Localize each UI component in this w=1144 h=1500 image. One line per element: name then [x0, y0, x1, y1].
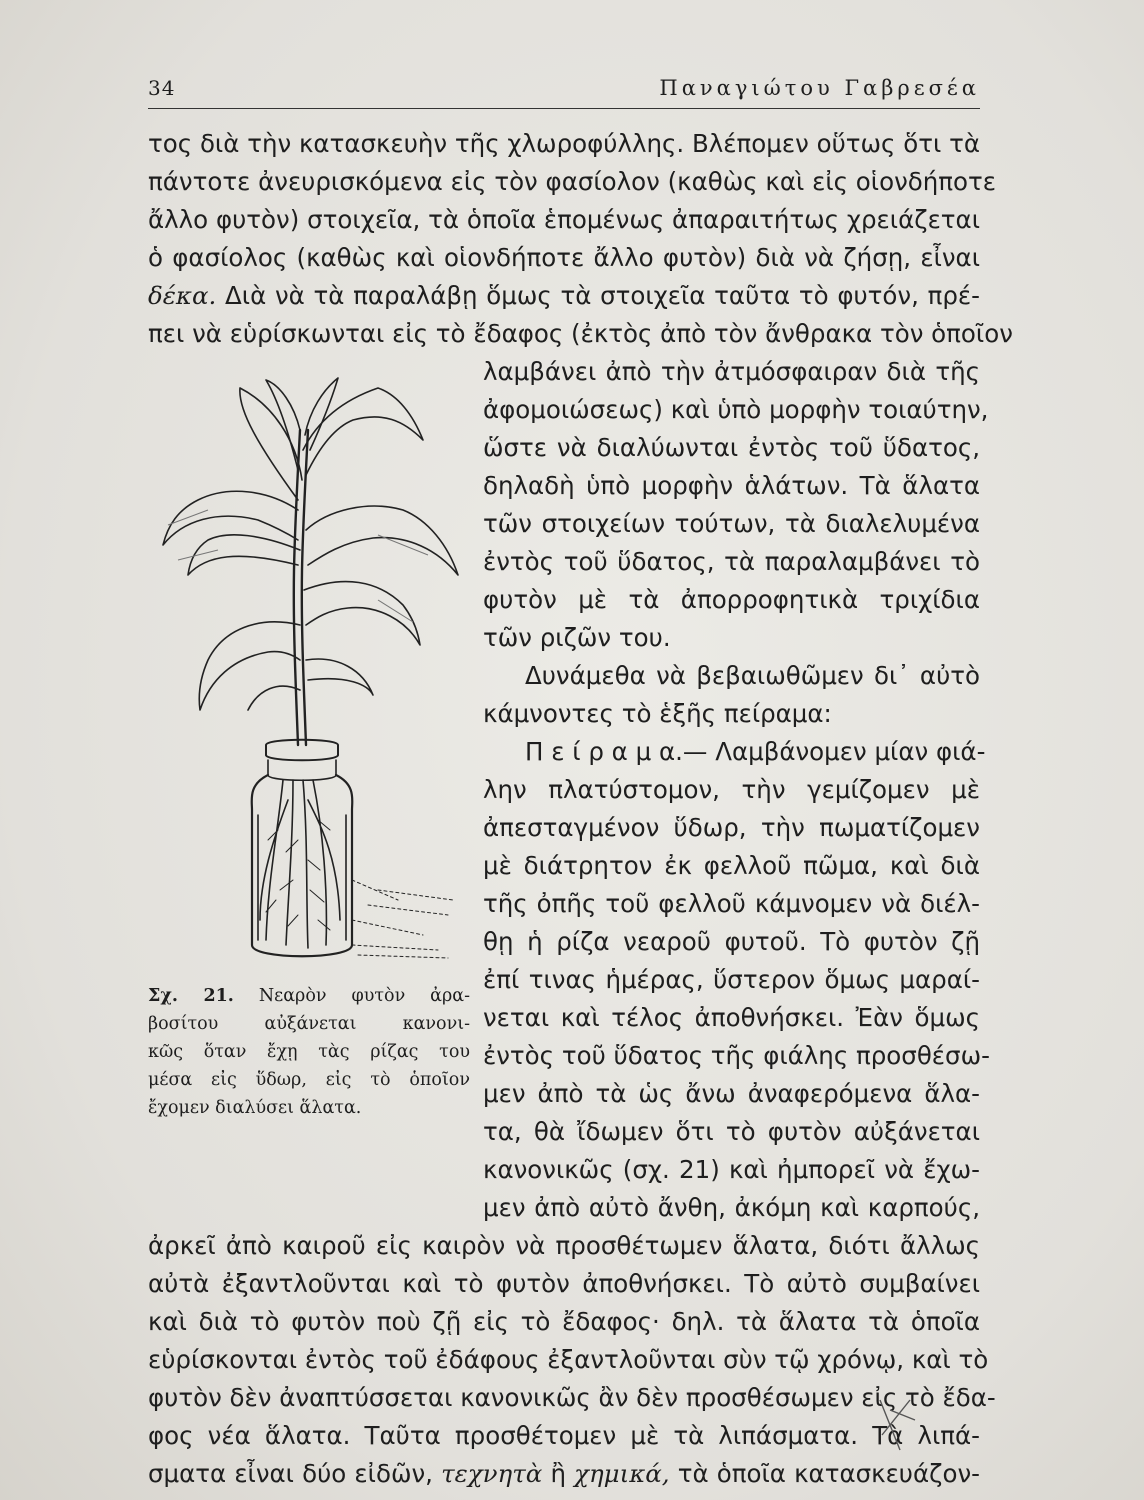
text-line: μεν ἀπὸ αὐτὸ ἄνθη, ἀκόμη καὶ καρπούς,: [483, 1193, 980, 1222]
text-line: νεται καὶ τέλος ἀποθνήσκει. Ἐὰν ὅμως: [483, 1003, 980, 1032]
text-line: φυτὸν δὲν ἀναπτύσσεται κανονικῶς ἂν δὲν προσθέσωμεν εἰς τὸ ἔδα-: [148, 1383, 996, 1412]
text-span: Διὰ νὰ τὰ παραλάβῃ ὅμως τὰ στοιχεῖα ταῦτα τὸ φυτόν, πρέ-: [216, 281, 980, 310]
text-line: κανονικῶς (σχ. 21) καὶ ἠμπορεῖ νὰ ἔχω-: [483, 1155, 980, 1184]
text-line: ἐντὸς τοῦ ὕδατος τῆς φιάλης προσθέσω-: [483, 1041, 990, 1070]
text-line: ἐπί τινας ἡμέρας, ὕστερον ὅμως μαραί-: [483, 965, 980, 994]
text-span: ἢ: [542, 1459, 575, 1488]
text-line: ὁ φασίολος (καθὼς καὶ οἱονδήποτε ἄλλο φυτὸν) διὰ νὰ ζήσῃ, εἶναι: [148, 243, 980, 272]
text-line: δηλαδὴ ὑπὸ μορφὴν ἁλάτων. Τὰ ἅλατα: [483, 471, 980, 500]
text-line: φυτὸν μὲ τὰ ἀπορροφητικὰ τριχίδια: [483, 585, 980, 614]
text-line: αὐτὰ ἐξαντλοῦνται καὶ τὸ φυτὸν ἀποθνήσκει. Τὸ αὐτὸ συμβαίνει: [148, 1269, 980, 1298]
caption-line: μέσα εἰς ὕδωρ, εἰς τὸ ὁποῖον: [148, 1070, 470, 1090]
page-header: [148, 74, 980, 109]
text-line: φος νέα ἅλατα. Ταῦτα προσθέτομεν μὲ τὰ λιπάσματα. Τὰ λιπά-: [148, 1421, 980, 1450]
text-line: ἄλλο φυτὸν) στοιχεῖα, τὰ ὁποῖα ἑπομένως ἀπαραιτήτως χρειάζεται: [148, 205, 980, 234]
text-line: Π ε ί ρ α μ α.— Λαμβάνομεν μίαν φιά-: [525, 737, 986, 766]
text-line: [148, 278, 980, 314]
page-number: 34: [148, 76, 176, 100]
italic-word: τεχνητὰ: [441, 1459, 543, 1488]
corn-plant-in-bottle-illustration: [148, 360, 478, 975]
text-line: τα, θὰ ἴδωμεν ὅτι τὸ φυτὸν αὐξάνεται: [483, 1117, 980, 1146]
caption-line: βοσίτου αὐξάνεται κανονι-: [148, 1014, 470, 1034]
text-line: ἐντὸς τοῦ ὕδατος, τὰ παραλαμβάνει τὸ: [483, 547, 980, 576]
running-head: Παναγιώτου Γαβρεσέα: [659, 76, 980, 100]
figure-caption: [148, 982, 470, 1122]
text-line: λαμβάνει ἀπὸ τὴν ἀτμόσφαιραν διὰ τῆς: [483, 357, 980, 386]
caption-line: [148, 982, 470, 1010]
text-line: πάντοτε ἀνευρισκόμενα εἰς τὸν φασίολον (καθὼς καὶ εἰς οἱονδήποτε: [148, 167, 997, 196]
text-line: κάμνοντες τὸ ἑξῆς πείραμα:: [483, 699, 832, 728]
text-line: ἀπεσταγμένον ὕδωρ, τὴν πωματίζομεν: [483, 813, 980, 842]
text-span: σματα εἶναι δύο εἰδῶν,: [148, 1459, 442, 1488]
text-line: καὶ διὰ τὸ φυτὸν ποὺ ζῇ εἰς τὸ ἔδαφος· δηλ. τὰ ἅλατα τὰ ὁποῖα: [148, 1307, 980, 1336]
pencil-mark-icon: [870, 1395, 930, 1455]
text-line: θῃ ἡ ρίζα νεαροῦ φυτοῦ. Τὸ φυτὸν ζῇ: [483, 927, 980, 956]
text-line: Δυνάμεθα νὰ βεβαιωθῶμεν δι᾽ αὐτὸ: [525, 661, 980, 690]
caption-text: Νεαρὸν φυτὸν ἀρα-: [233, 986, 470, 1006]
text-line: τος διὰ τὴν κατασκευὴν τῆς χλωροφύλλης. Βλέπομεν οὕτως ὅτι τὰ: [148, 129, 980, 158]
text-line: μεν ἀπὸ τὰ ὡς ἄνω ἀναφερόμενα ἅλα-: [483, 1079, 980, 1108]
text-line: εὑρίσκονται ἐντὸς τοῦ ἐδάφους ἐξαντλοῦνται σὺν τῷ χρόνῳ, καὶ τὸ: [148, 1345, 989, 1374]
text-line: μὲ διάτρητον ἐκ φελλοῦ πῶμα, καὶ διὰ: [483, 851, 980, 880]
text-line: τῶν στοιχείων τούτων, τὰ διαλελυμένα: [483, 509, 980, 538]
caption-line: ἔχομεν διαλύσει ἅλατα.: [148, 1098, 362, 1118]
text-line: πει νὰ εὑρίσκωνται εἰς τὸ ἔδαφος (ἐκτὸς ἀπὸ τὸν ἄνθρακα τὸν ὁποῖον: [148, 319, 1013, 348]
italic-word: χημικά,: [574, 1459, 670, 1488]
text-line: λην πλατύστομον, τὴν γεμίζομεν μὲ: [483, 775, 980, 804]
text-line: ἀρκεῖ ἀπὸ καιροῦ εἰς καιρὸν νὰ προσθέτωμεν ἅλατα, διότι ἄλλως: [148, 1231, 980, 1260]
text-line: τῆς ὀπῆς τοῦ φελλοῦ κάμνομεν νὰ διέλ-: [483, 889, 980, 918]
text-line: [148, 1456, 980, 1492]
caption-line: κῶς ὅταν ἔχῃ τὰς ρίζας του: [148, 1042, 470, 1062]
text-span: τὰ ὁποῖα κατασκευάζον-: [669, 1459, 980, 1488]
text-line: τῶν ριζῶν του.: [483, 623, 671, 652]
text-line: ἀφομοιώσεως) καὶ ὑπὸ μορφὴν τοιαύτην,: [483, 395, 989, 424]
text-line: ὥστε νὰ διαλύωνται ἐντὸς τοῦ ὕδατος,: [483, 433, 980, 462]
italic-word: δέκα.: [148, 281, 217, 310]
caption-label: Σχ. 21.: [148, 986, 234, 1006]
